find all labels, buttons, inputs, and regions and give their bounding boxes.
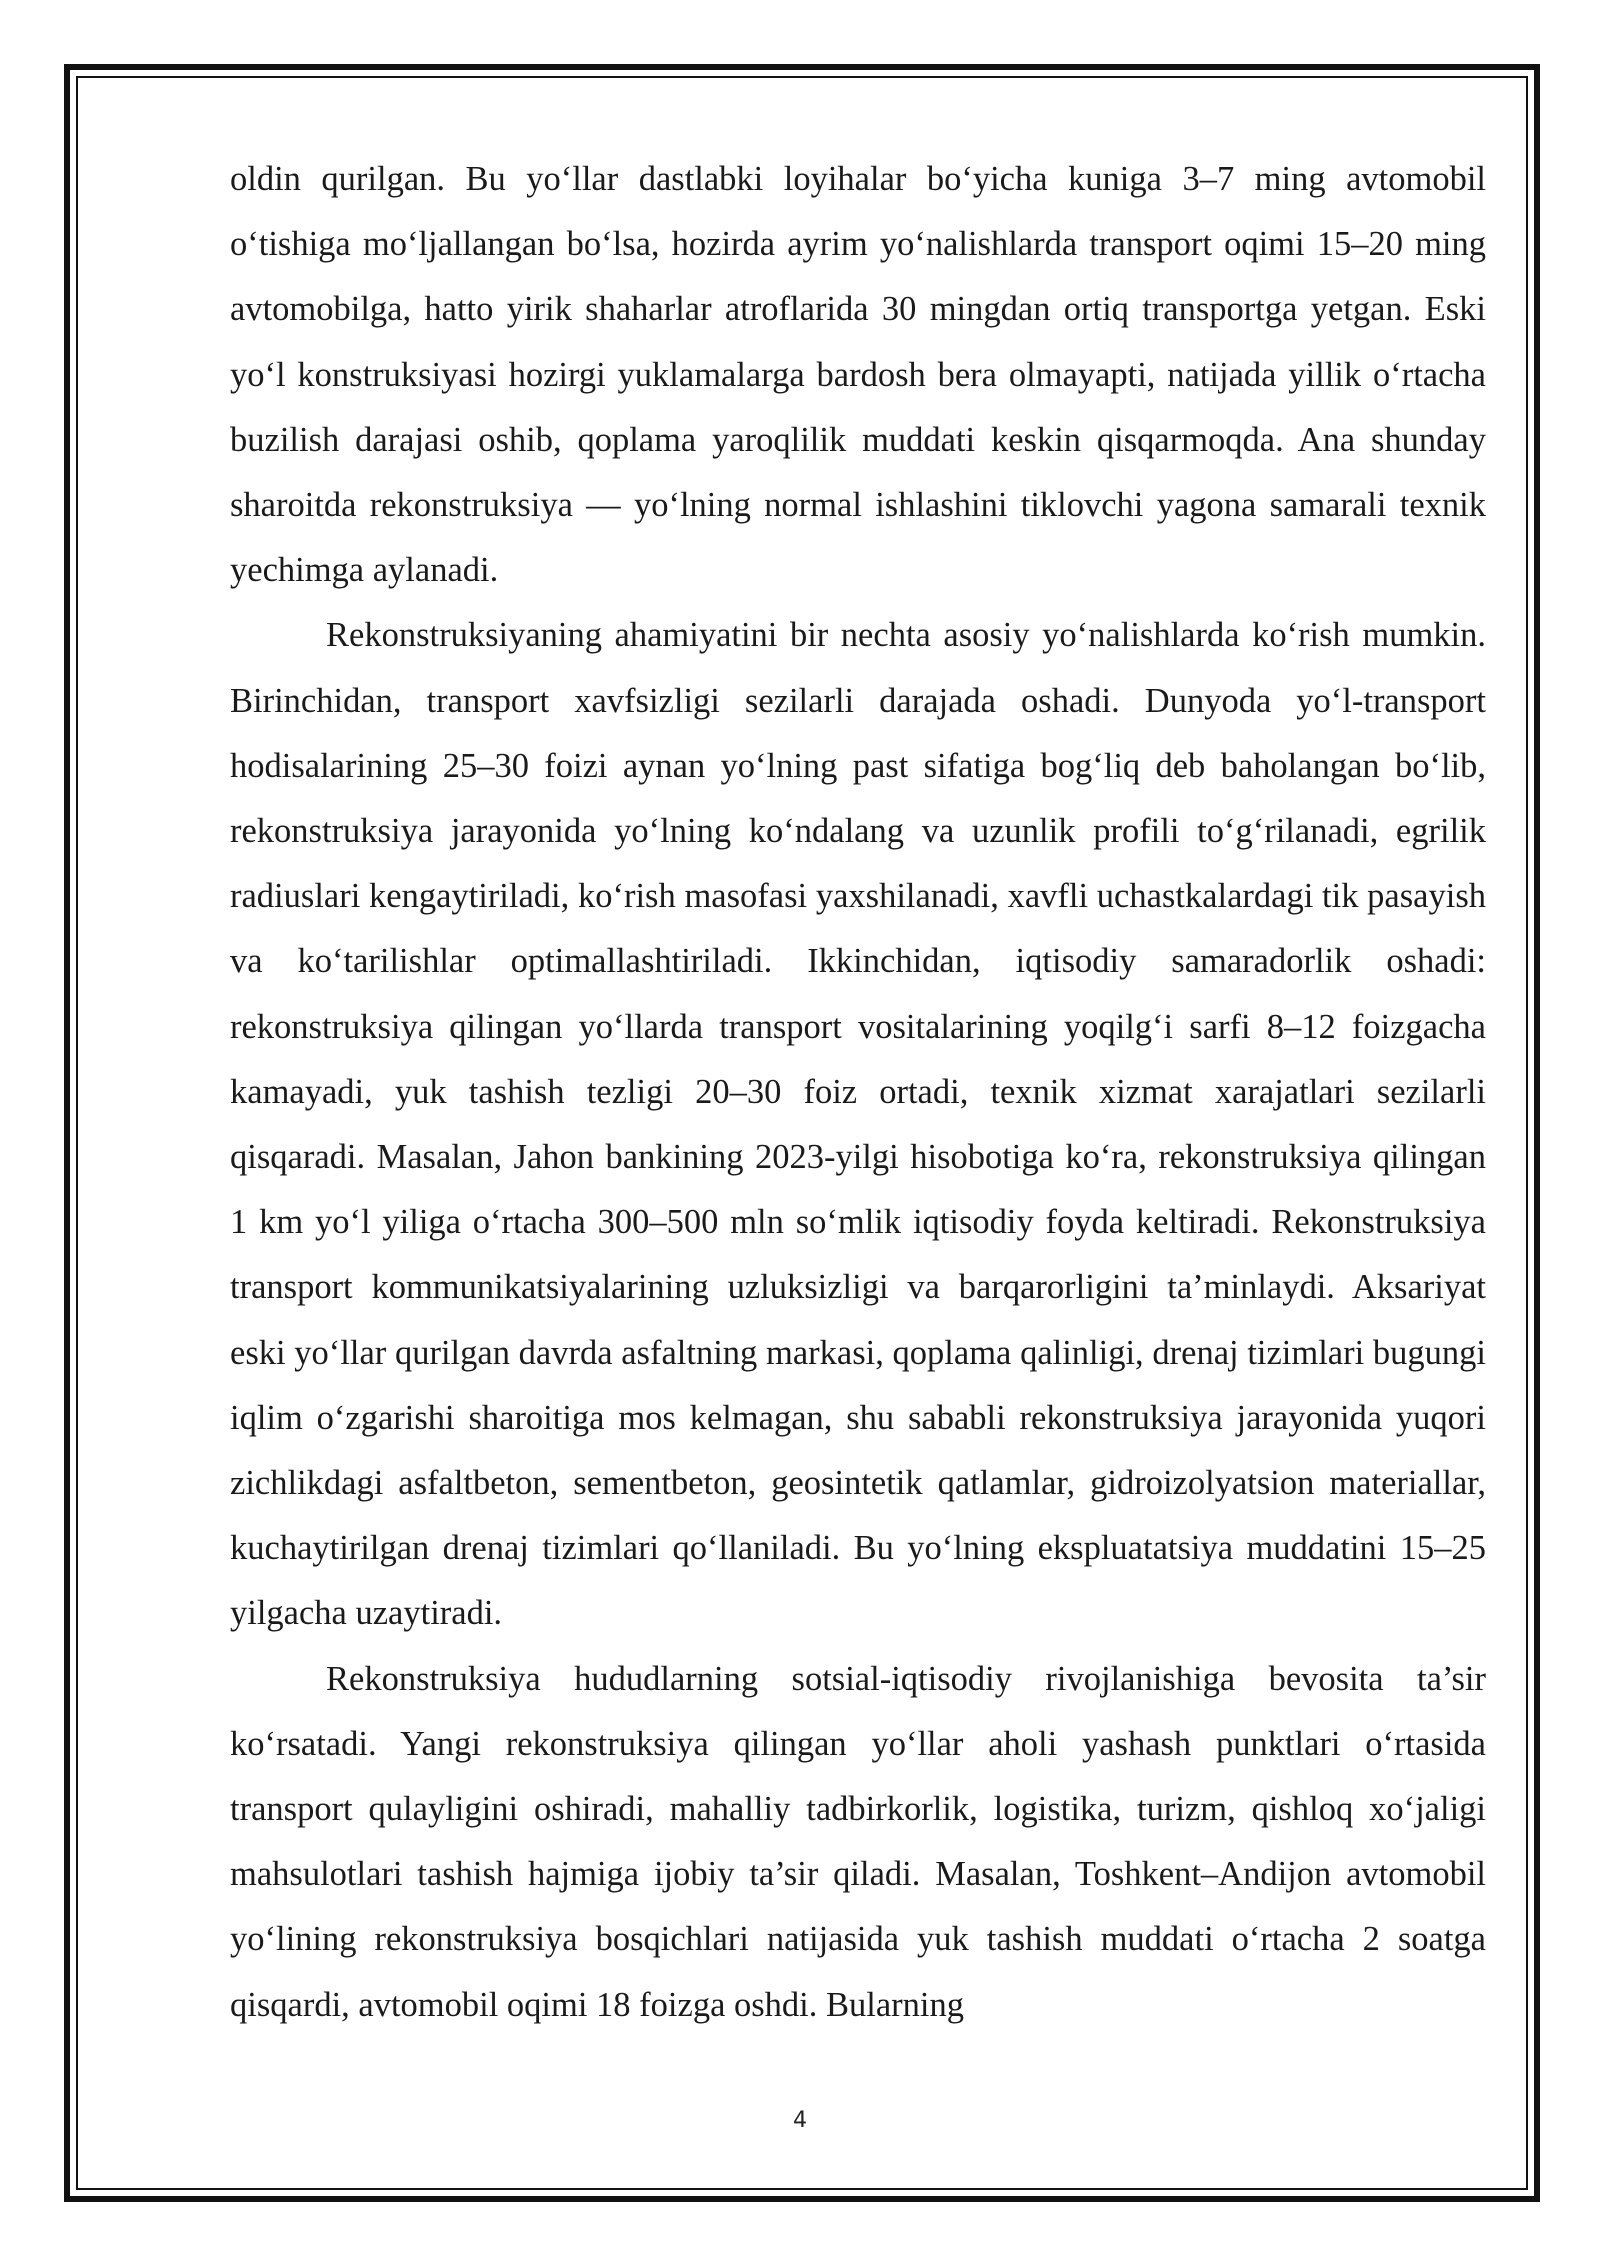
paragraph-2: Rekonstruksiyaning ahamiyatini bir nechta asosiy yo‘nalishlarda ko‘rish mumkin. Birinchidan, transport xavfsizligi sezilarli darajada oshadi. Dunyoda yo‘l-transport hodisalarining 25–30 foizi aynan yo‘lning past sifatiga bog‘liq deb baholangan bo‘lib, rekonstruksiya jarayonida yo‘lning ko‘ndalang va uzunlik profili to‘g‘rilanadi, egrilik radiuslari kengaytiriladi, ko‘rish masofasi yaxshilanadi, xavfli uchastkalardagi tik pasayish va ko‘tarilishlar optimallashtiriladi. Ikkinchidan, iqtisodiy samaradorlik oshadi: rekonstruksiya qilingan yo‘llarda transport vositalarining yoqilg‘i sarfi 8–12 foizgacha kamayadi, yuk tashish tezligi 20–30 foiz ortadi, texnik xizmat xarajatlari sezilarli qisqaradi. Masalan, Jahon bankining 2023-yilgi hisobotiga ko‘ra, rekonstruksiya qilingan 1 km yo‘l yiliga o‘rtacha 300–500 mln so‘mlik iqtisodiy foyda keltiradi. Rekonstruksiya transport kommunikatsiyalarining uzluksizligi va barqarorligini ta’minlaydi. Aksariyat eski yo‘llar qurilgan davrda asfaltning markasi, qoplama qalinligi, drenaj tizimlari bugungi iqlim o‘zgarishi sharoitiga mos kelmagan, shu sababli rekonstruksiya jarayonida yuqori zichlikdagi asfaltbeton, sementbeton, geosintetik qatlamlar, gidroizolyatsion materiallar, kuchaytirilgan drenaj tizimlari qo‘llaniladi. Bu yo‘lning ekspluatatsiya muddatini 15–25 yilgacha uzaytiradi. xyxy=(230,616,1486,1633)
document-body xyxy=(230,147,1486,2038)
paragraph-1: oldin qurilgan. Bu yo‘llar dastlabki loyihalar bo‘yicha kuniga 3–7 ming avtomobil o‘tishiga mo‘ljallangan bo‘lsa, hozirda ayrim yo‘nalishlarda transport oqimi 15–20 ming avtomobilga, hatto yirik shaharlar atroflarida 30 mingdan ortiq transportga yetgan. Eski yo‘l konstruksiyasi hozirgi yuklamalarga bardosh bera olmayapti, natijada yillik o‘rtacha buzilish darajasi oshib, qoplama yaroqlilik muddati keskin qisqarmoqda. Ana shunday sharoitda rekonstruksiya — yo‘lning normal ishlashini tiklovchi yagona samarali texnik yechimga aylanadi. xyxy=(230,160,1486,590)
paragraph-3: Rekonstruksiya hududlarning sotsial-iqtisodiy rivojlanishiga bevosita ta’sir ko‘rsatadi. Yangi rekonstruksiya qilingan yo‘llar aholi yashash punktlari o‘rtasida transport qulayligini oshiradi, mahalliy tadbirkorlik, logistika, turizm, qishloq xo‘jaligi mahsulotlari tashish hajmiga ijobiy ta’sir qiladi. Masalan, Toshkent–Andijon avtomobil yo‘lining rekonstruksiya bosqichlari natijasida yuk tashish muddati o‘rtacha 2 soatga qisqardi, avtomobil oqimi 18 foizga oshdi. Bularning xyxy=(230,1659,1486,2024)
page-number: 4 xyxy=(793,2108,807,2133)
